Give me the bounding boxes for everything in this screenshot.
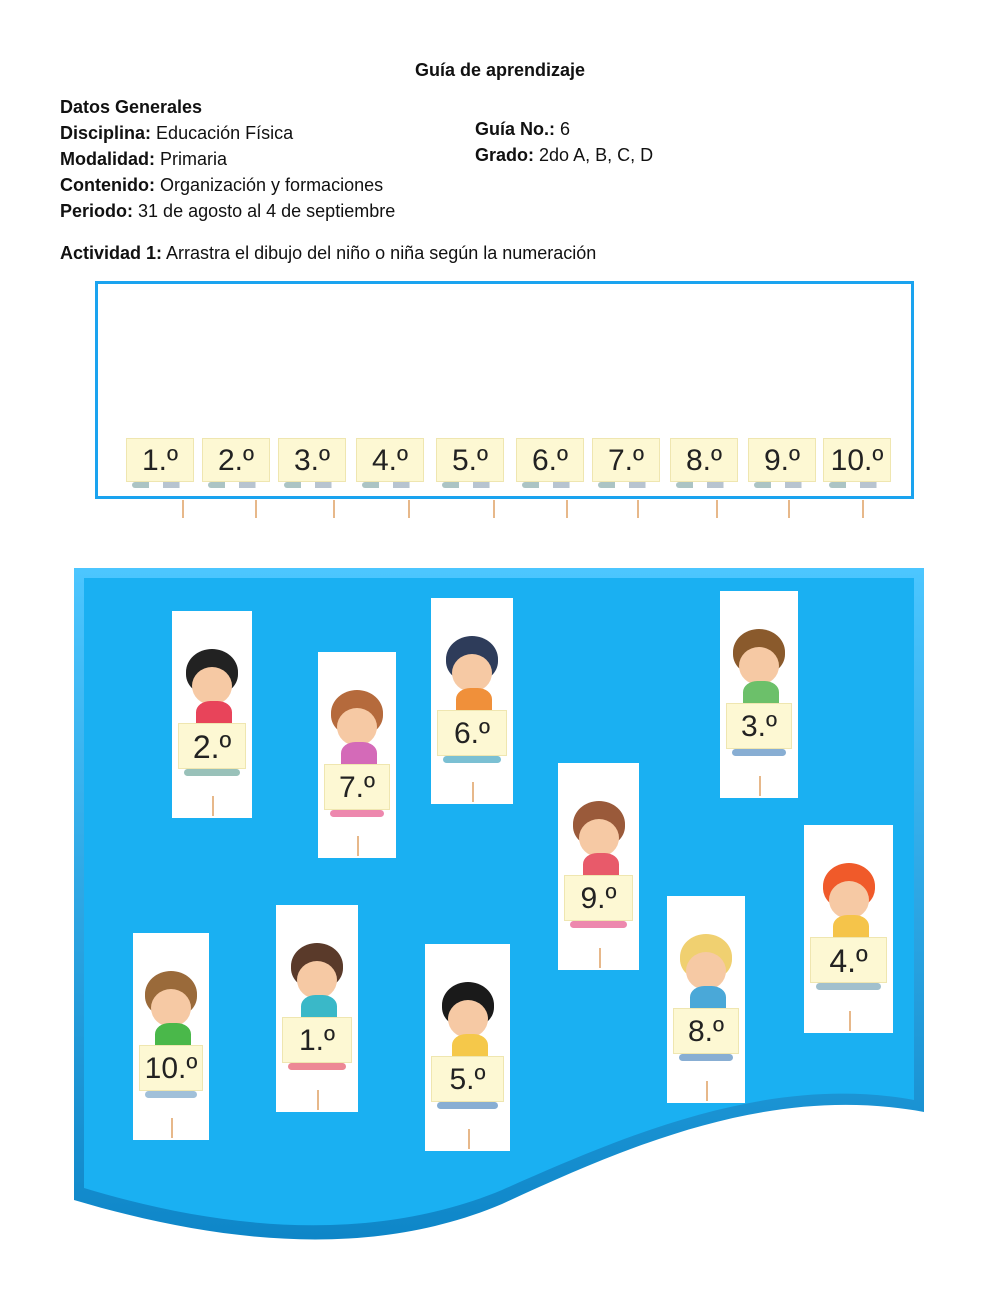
kid-face <box>448 1000 488 1038</box>
kid-face <box>297 961 337 999</box>
draggable-kid-card[interactable] <box>318 652 396 858</box>
kid-sign-stick <box>759 776 761 796</box>
field-contenido: Contenido: Organización y formaciones <box>60 175 384 195</box>
draggable-kid-card[interactable] <box>431 598 513 804</box>
slot-number-label: 2.º <box>202 438 270 482</box>
kid-sign-stick <box>357 836 359 856</box>
slot-pole <box>788 500 790 518</box>
kid-face <box>151 989 191 1027</box>
slot-pole <box>637 500 639 518</box>
kid-sign-stick <box>849 1011 851 1031</box>
field-periodo: Periodo: 31 de agosto al 4 de septiembre <box>60 201 396 221</box>
kid-sign-stick <box>706 1081 708 1101</box>
slot-feet <box>208 482 264 488</box>
kid-number-label: 2.º <box>178 723 246 769</box>
slot-number-label: 10.º <box>823 438 891 482</box>
slot-number-label: 9.º <box>748 438 816 482</box>
slot-number-label: 4.º <box>356 438 424 482</box>
drop-slot[interactable] <box>278 434 346 494</box>
field-modalidad: Modalidad: Primaria <box>60 149 228 169</box>
drop-slot[interactable] <box>126 434 194 494</box>
draggable-kid-card[interactable] <box>804 825 893 1033</box>
kid-feet <box>816 983 881 990</box>
kid-feet <box>679 1054 733 1061</box>
drop-zone[interactable] <box>95 281 914 499</box>
slot-pole <box>493 500 495 518</box>
slot-feet <box>442 482 498 488</box>
kid-face <box>686 952 726 990</box>
draggable-kid-card[interactable] <box>667 896 745 1103</box>
kid-number-label: 7.º <box>324 764 390 810</box>
kid-feet <box>437 1102 498 1109</box>
kid-face <box>452 654 492 692</box>
page-title: Guía de aprendizaje <box>414 60 586 80</box>
kid-sign-stick <box>468 1129 470 1149</box>
slot-feet <box>522 482 578 488</box>
kid-number-label: 8.º <box>673 1008 739 1054</box>
drop-slot[interactable] <box>823 434 891 494</box>
drop-slot[interactable] <box>356 434 424 494</box>
slot-feet <box>676 482 732 488</box>
slot-pole <box>182 500 184 518</box>
kid-number-label: 4.º <box>810 937 887 983</box>
kid-number-label: 3.º <box>726 703 792 749</box>
slot-number-label: 1.º <box>126 438 194 482</box>
slot-pole <box>716 500 718 518</box>
field-grado: Grado: 2do A, B, C, D <box>475 145 654 165</box>
slot-feet <box>362 482 418 488</box>
slot-feet <box>132 482 188 488</box>
kid-sign-stick <box>212 796 214 816</box>
slot-number-label: 7.º <box>592 438 660 482</box>
drop-slot[interactable] <box>670 434 738 494</box>
kid-feet <box>732 749 786 756</box>
slot-pole <box>255 500 257 518</box>
kid-face <box>337 708 377 746</box>
slot-feet <box>284 482 340 488</box>
slot-number-label: 8.º <box>670 438 738 482</box>
field-guia: Guía No.: 6 <box>475 119 571 139</box>
slot-pole <box>566 500 568 518</box>
draggable-kid-card[interactable] <box>558 763 639 970</box>
field-disciplina: Disciplina: Educación Física <box>60 123 294 143</box>
drop-slot[interactable] <box>202 434 270 494</box>
kid-number-label: 1.º <box>282 1017 352 1063</box>
kid-feet <box>184 769 240 776</box>
kid-number-label: 5.º <box>431 1056 504 1102</box>
kid-face <box>579 819 619 857</box>
kid-sign-stick <box>171 1118 173 1138</box>
kid-sign-stick <box>599 948 601 968</box>
kid-feet <box>330 810 384 817</box>
draggable-kid-card[interactable] <box>425 944 510 1151</box>
kid-face <box>739 647 779 685</box>
kid-face <box>829 881 869 919</box>
kid-face <box>192 667 232 705</box>
slot-number-label: 3.º <box>278 438 346 482</box>
slot-pole <box>333 500 335 518</box>
slot-number-label: 6.º <box>516 438 584 482</box>
drop-slot[interactable] <box>516 434 584 494</box>
kid-number-label: 9.º <box>564 875 633 921</box>
kid-sign-stick <box>317 1090 319 1110</box>
kid-feet <box>288 1063 346 1070</box>
draggable-kid-card[interactable] <box>720 591 798 798</box>
draggable-kid-card[interactable] <box>172 611 252 818</box>
slot-feet <box>754 482 810 488</box>
general-data-right <box>475 116 653 168</box>
general-data-block <box>60 94 395 224</box>
kid-sign-stick <box>472 782 474 802</box>
drag-pool <box>72 564 928 1244</box>
slot-number-label: 5.º <box>436 438 504 482</box>
kid-number-label: 6.º <box>437 710 507 756</box>
draggable-kid-card[interactable] <box>133 933 209 1140</box>
slot-pole <box>862 500 864 518</box>
slot-feet <box>598 482 654 488</box>
kid-number-label: 10.º <box>139 1045 203 1091</box>
slot-pole <box>408 500 410 518</box>
drop-slot[interactable] <box>748 434 816 494</box>
kid-feet <box>145 1091 197 1098</box>
kid-feet <box>570 921 627 928</box>
slot-feet <box>829 482 885 488</box>
activity-instruction: Actividad 1: Arrastra el dibujo del niño o niña según la numeración <box>60 243 597 263</box>
drop-slot[interactable] <box>436 434 504 494</box>
kid-feet <box>443 756 501 763</box>
section-heading: Datos Generales <box>60 97 203 117</box>
drop-slot[interactable] <box>592 434 660 494</box>
draggable-kid-card[interactable] <box>276 905 358 1112</box>
